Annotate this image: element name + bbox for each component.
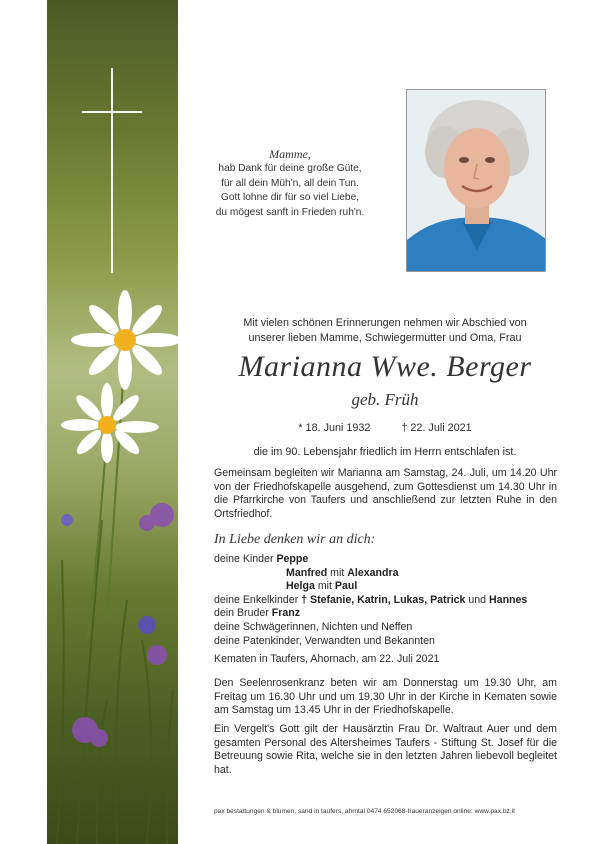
death-date: † 22. Juli 2021 xyxy=(401,422,472,434)
grandchildren-names: † Stefanie, Katrin, Lukas, Patrick xyxy=(301,593,466,606)
place-date: Kematen in Taufers, Ahornach, am 22. Juli 2021 xyxy=(214,653,440,665)
child-name: Manfred xyxy=(286,566,328,579)
family-row-child: Helga mit Paul xyxy=(286,580,358,593)
family-row-godchildren: deine Patenkinder, Verwandten und Bekannten xyxy=(214,634,435,647)
rosary-text: Den Seelenrosenkranz beten wir am Donnerstag um 19.30 Uhr, am Freitag um 16.30 Uhr und um 19.30 Uhr in der Kirche in Kematen sowie am Samstag um 13.45 Uhr in der Friedhofskapelle. xyxy=(214,677,557,717)
poem-line: hab Dank für deine große Güte, xyxy=(218,163,362,174)
portrait-illustration xyxy=(407,90,546,272)
partner-name: Alexandra xyxy=(347,566,399,579)
poem-line: du mögest sanft in Frieden ruh'n. xyxy=(215,206,365,218)
intro-line: Mit vielen schönen Erinnerungen nehmen wir Abschied von xyxy=(243,317,527,329)
partner-name: Paul xyxy=(334,580,358,593)
child-name: Helga xyxy=(286,580,315,593)
flower-strip-image xyxy=(47,0,178,844)
passed-text: die im 90. Lebensjahr friedlich im Herrn entschlafen ist. xyxy=(253,446,517,458)
family-row-children: deine Kinder Peppe xyxy=(214,553,309,565)
intro-line: unserer lieben Mamme, Schwiegermutter und Oma, Frau xyxy=(248,332,522,344)
poem-title: Mamme, xyxy=(269,147,311,161)
daisy-icon xyxy=(61,383,159,463)
grandchild-name: Hannes xyxy=(489,593,528,606)
funeral-text: Gemeinsam begleiten wir Marianna am Samstag, 24. Juli, um 14.20 Uhr von der Friedhofskapelle ausgehend, zum Gottesdienst um 14.30 Uhr in die Pfarrkirche von Taufers und anschließend zur letzten Ruhe in den Ortsfriedhof. xyxy=(214,467,557,520)
family-row-child: Manfred mit Alexandra xyxy=(286,566,399,579)
daisy-icon xyxy=(71,290,178,390)
family-row-brother: dein Bruder Franz xyxy=(214,607,300,620)
birth-date: * 18. Juni 1932 xyxy=(298,422,371,434)
poem-line: Gott lohne dir für so viel Liebe, xyxy=(220,192,360,203)
deceased-name: Marianna Wwe. Berger xyxy=(238,350,532,383)
brother-name: Franz xyxy=(271,607,300,620)
daisy-meadow-illustration xyxy=(47,0,178,844)
love-heading: In Liebe denken wir an dich: xyxy=(214,532,376,547)
portrait-photo xyxy=(406,89,546,272)
poem-line: für all dein Müh'n, all dein Tun. xyxy=(221,177,359,189)
family-row-inlaws: deine Schwägerinnen, Nichten und Neffen xyxy=(214,620,413,633)
poem xyxy=(190,146,390,220)
family-row-grandchildren: deine Enkelkinder † Stefanie, Katrin, Lukas, Patrick und Hannes xyxy=(214,593,528,606)
intro-text xyxy=(212,316,558,346)
child-name: Peppe xyxy=(276,553,309,565)
maiden-name: geb. Früh xyxy=(351,390,419,409)
cross-icon xyxy=(82,68,142,273)
footer-imprint: pax bestattungen & blumen, sand in taufers, ahrntal 0474 652068-traueranzeigen online: www.pax.bz.it xyxy=(214,808,515,815)
thanks-text: Ein Vergelt's Gott gilt der Hausärztin Frau Dr. Waltraut Auer und dem gesamten Personal des Altersheimes Taufers - Stiftung St. Josef für die Betreuung sowie Rita, welche sie in den letzten Jahren liebevoll begleitet hat. xyxy=(214,723,557,776)
family-list xyxy=(214,553,557,648)
life-dates xyxy=(212,422,558,434)
